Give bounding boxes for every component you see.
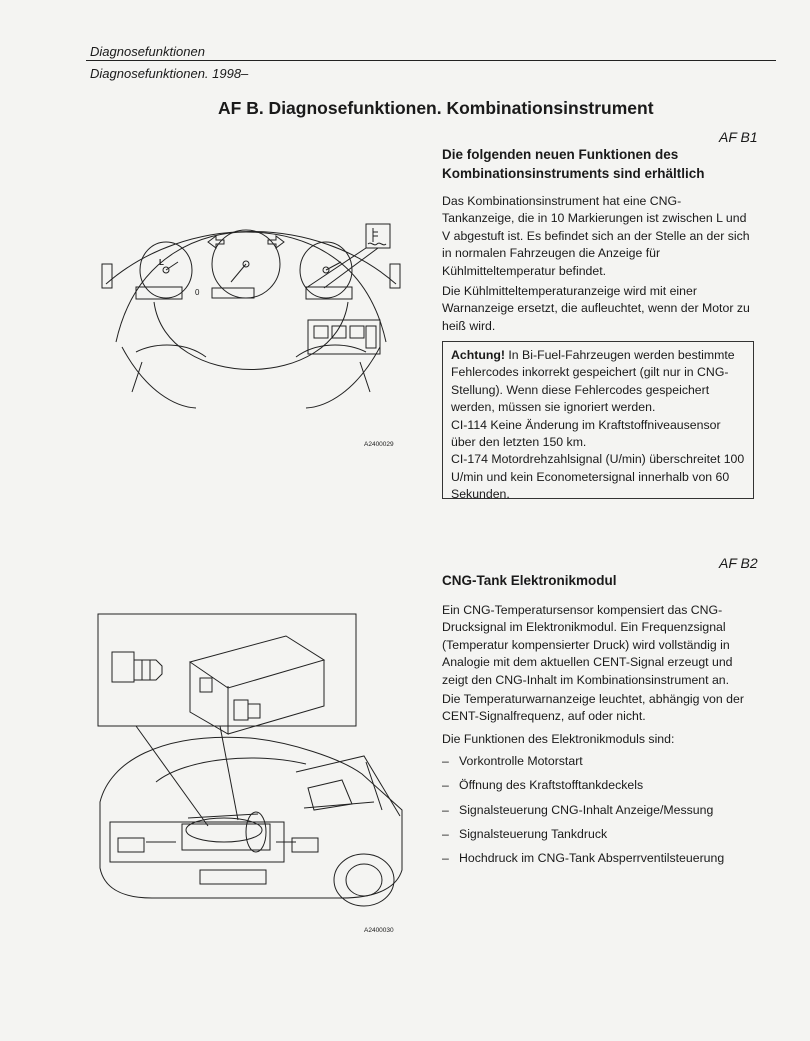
warning-code-ci174: CI-174 Motordrehzahlsignal (U/min) überschreitet 100 U/min und kein Econometersignal innerhalb von 60 Sekunden.: [451, 452, 745, 502]
header-rule: [86, 60, 776, 61]
running-subheader: Diagnosefunktionen. 1998–: [90, 66, 249, 81]
list-dash: –: [442, 754, 449, 768]
warning-paragraph: [451, 347, 745, 417]
odometer-digit: 0: [195, 288, 200, 297]
warning-label: Achtung!: [451, 348, 505, 362]
paragraph-temp-indicator: Die Temperaturwarnanzeige leuchtet, abhängig von der CENT-Signalfrequenz, auf oder nicht.: [442, 692, 744, 724]
section-heading-b2: CNG-Tank Elektronikmodul: [442, 573, 617, 588]
section-heading-b1: [442, 145, 705, 183]
paragraph-cng-sensor: Ein CNG-Temperatursensor kompensiert das CNG-Drucksignal im Elektronikmodul. Ein Frequenzsignal (Temperatur kompensierter Druck) wird vollständig in Analogie mit dem aktuellen CENT-Signal erzeugt und zeigt den CNG-Inhalt im Kombinationsinstrument an.: [442, 603, 733, 687]
list-item: [442, 798, 756, 822]
list-dash: –: [442, 851, 449, 866]
cng-module-figure: [96, 612, 416, 912]
list-item: [442, 822, 756, 846]
list-dash: –: [442, 802, 449, 817]
page-title: AF B. Diagnosefunktionen. Kombinationsinstrument: [218, 98, 654, 118]
list-item: [442, 846, 756, 870]
section-code-b2: AF B2: [719, 555, 758, 571]
paragraph-temp-warning: Die Kühlmitteltemperaturanzeige wird mit einer Warnanzeige ersetzt, die aufleuchtet, wenn der Motor zu heiß wird.: [442, 284, 750, 333]
list-item-text: Hochdruck im CNG-Tank Absperrventilsteuerung: [459, 851, 725, 866]
list-item-text: Vorkontrolle Motorstart: [459, 754, 583, 768]
section-code-b1: AF B1: [719, 129, 758, 145]
list-item: [442, 749, 756, 773]
warning-code-ci114: CI-114 Keine Änderung im Kraftstoffniveausensor über den letzten 150 km.: [451, 417, 721, 450]
running-header: Diagnosefunktionen: [90, 44, 205, 59]
instrument-cluster-figure: [96, 212, 406, 412]
warning-box: [442, 341, 754, 502]
section-heading-b1-line1: Die folgenden neuen Funktionen des: [442, 147, 679, 162]
fuel-gauge-letter: L: [159, 258, 164, 267]
list-item-text: Signalsteuerung Tankdruck: [459, 826, 608, 841]
list-dash: –: [442, 778, 449, 793]
list-dash: –: [442, 826, 449, 841]
warning-text: In Bi-Fuel-Fahrzeugen werden bestimmte Fehlercodes inkorrekt gespeichert (gilt nur in CNG-Stellung). Wenn diese Fehlercodes gespeichert werden, müssen sie ignoriert werden.: [451, 348, 735, 415]
paragraph-cng-gauge: Das Kombinationsinstrument hat eine CNG- Tankanzeige, die in 10 Markierungen ist zwischen L und V abgestuft ist. Es befindet sich an der Stelle an der sich in normalen Fahrzeugen die Anzeige für Kühlmitteltemperatur befindet.: [442, 194, 750, 278]
function-list: [442, 749, 756, 870]
list-item-text: Öffnung des Kraftstofftankdeckels: [459, 778, 644, 793]
figure-id-car: A2400030: [364, 927, 394, 934]
figure-id-dashboard: A2400029: [364, 441, 394, 448]
paragraph-module-functions: Die Funktionen des Elektronikmoduls sind:: [442, 732, 675, 746]
section-heading-b1-line2: Kombinationsinstruments sind erhältlich: [442, 166, 705, 181]
list-item-text: Signalsteuerung CNG-Inhalt Anzeige/Messung: [459, 802, 714, 817]
list-item: [442, 773, 756, 797]
